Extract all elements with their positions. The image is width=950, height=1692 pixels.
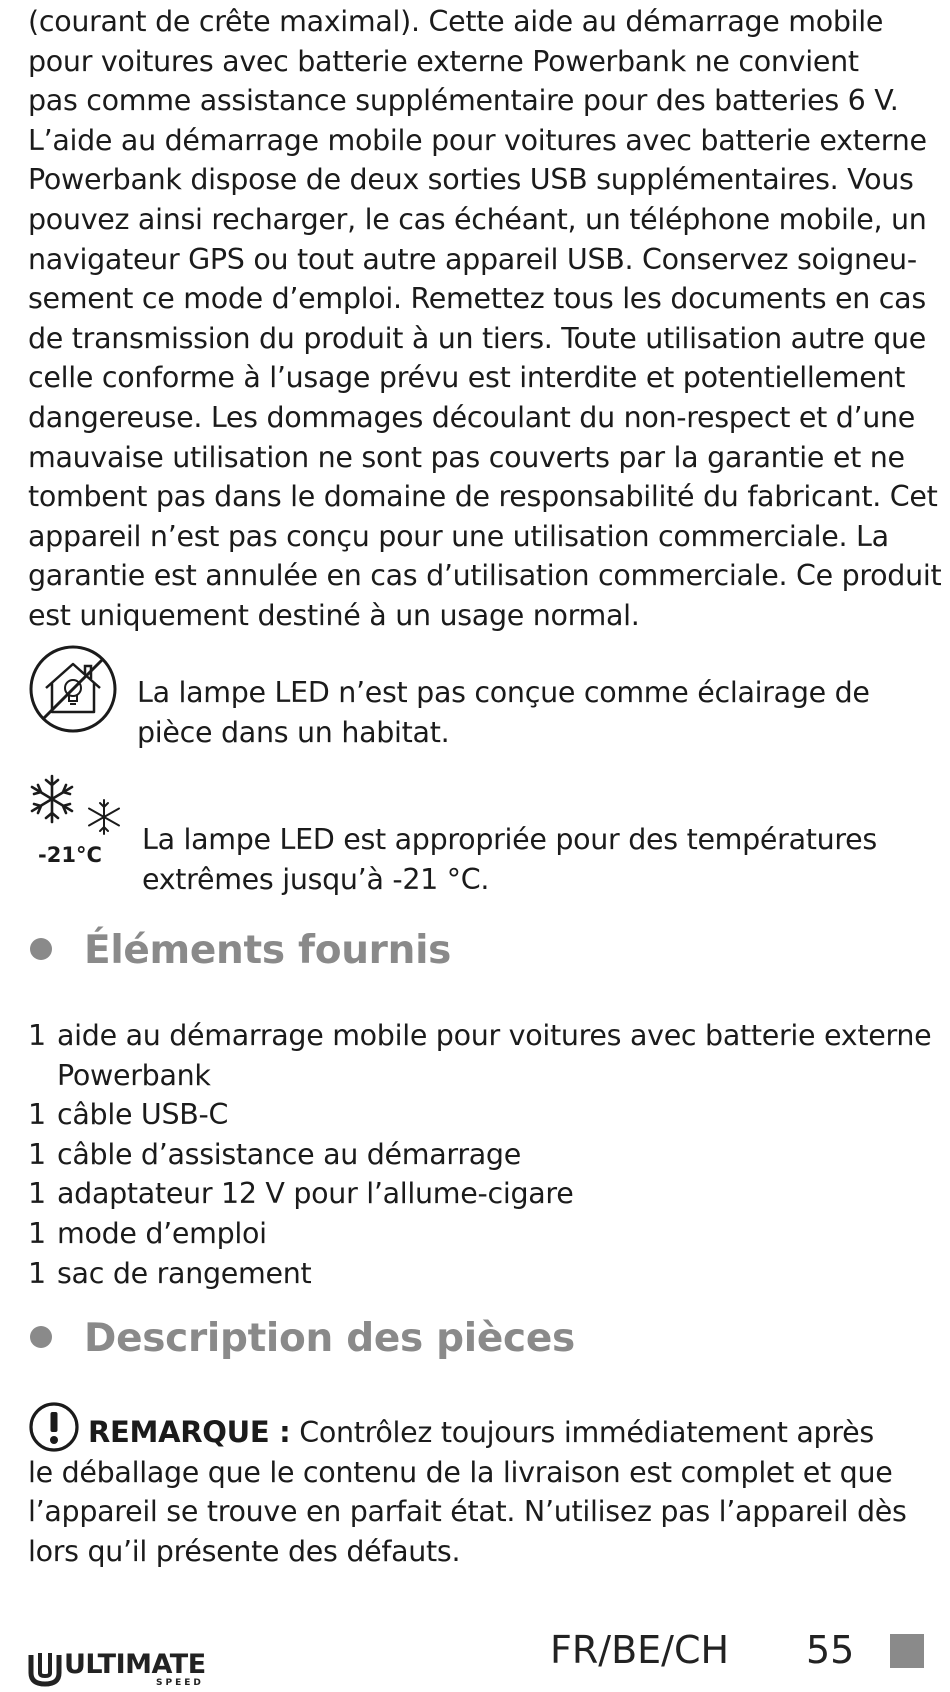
list-item <box>28 1214 931 1254</box>
intro-line: L’aide au démarrage mobile pour voitures avec batterie externe <box>28 123 927 157</box>
temperature-label: -21°C <box>38 843 102 867</box>
item-quantity: 1 <box>28 1177 46 1211</box>
brand-name: ULTIMATE <box>64 1649 206 1680</box>
list-item <box>28 1016 931 1095</box>
exclamation-icon <box>28 1402 82 1452</box>
section-heading-parts <box>30 1316 575 1361</box>
intro-line: Powerbank dispose de deux sorties USB supplémentaires. Vous <box>28 163 914 197</box>
ultimate-speed-logo-icon <box>28 1648 62 1688</box>
item-text: Powerbank <box>57 1058 211 1092</box>
notice-extreme-temperature <box>142 820 877 899</box>
no-house-lamp-icon <box>28 644 118 734</box>
notice-line: La lampe LED n’est pas conçue comme éclairage de <box>137 676 870 709</box>
intro-line: tombent pas dans le domaine de responsabilité du fabricant. Cet <box>28 480 938 514</box>
intro-line: pas comme assistance supplémentaire pour des batteries 6 V. <box>28 84 899 118</box>
remark-line: lors qu’il présente des défauts. <box>28 1534 461 1568</box>
remark-text: Contrôlez toujours immédiatement après <box>299 1416 874 1449</box>
list-item <box>28 1254 931 1294</box>
list-item <box>28 1135 931 1175</box>
notice-line: La lampe LED est appropriée pour des températures <box>142 823 877 856</box>
remark-line: le déballage que le contenu de la livraison est complet et que <box>28 1455 893 1489</box>
section-heading-text: Description des pièces <box>84 1316 575 1361</box>
notice-line: extrêmes jusqu’à -21 °C. <box>142 862 490 896</box>
item-text: sac de rangement <box>57 1256 312 1290</box>
page-number: 55 <box>806 1628 855 1672</box>
intro-line: appareil n’est pas conçu pour une utilisation commerciale. La <box>28 519 889 553</box>
intro-line: garantie est annulée en cas d’utilisation commerciale. Ce produit <box>28 559 942 593</box>
intro-paragraph <box>28 2 942 636</box>
intro-line: celle conforme à l’usage prévu est interdite et potentiellement <box>28 361 906 395</box>
item-text: câble USB-C <box>57 1098 229 1132</box>
intro-line: pour voitures avec batterie externe Powerbank ne convient <box>28 44 859 78</box>
intro-line: est uniquement destiné à un usage normal. <box>28 598 640 632</box>
remark-label: REMARQUE : <box>88 1415 291 1449</box>
supplied-items-list <box>28 1016 931 1293</box>
snowflake-icon <box>28 774 124 840</box>
intro-line: sement ce mode d’emploi. Remettez tous les documents en cas <box>28 282 926 316</box>
list-item <box>28 1174 931 1214</box>
item-text: mode d’emploi <box>57 1216 267 1250</box>
item-text: adaptateur 12 V pour l’allume-cigare <box>57 1177 574 1211</box>
item-quantity: 1 <box>28 1098 46 1132</box>
intro-line: de transmission du produit à un tiers. Toute utilisation autre que <box>28 321 927 355</box>
brand-subtitle: SPEED <box>156 1678 204 1688</box>
item-quantity: 1 <box>28 1256 46 1290</box>
section-heading-text: Éléments fournis <box>84 928 452 973</box>
item-text: câble d’assistance au démarrage <box>57 1137 521 1171</box>
remark-paragraph <box>28 1402 928 1571</box>
intro-line: navigateur GPS ou tout autre appareil USB. Conservez soigneu- <box>28 242 917 276</box>
intro-line: pouvez ainsi recharger, le cas échéant, un téléphone mobile, un <box>28 202 927 236</box>
notice-no-room-lighting <box>137 673 870 752</box>
item-text: aide au démarrage mobile pour voitures avec batterie externe <box>57 1019 932 1052</box>
bullet-icon <box>30 1326 52 1348</box>
intro-line: mauvaise utilisation ne sont pas couverts par la garantie et ne <box>28 440 905 474</box>
item-quantity: 1 <box>28 1216 46 1250</box>
intro-line: (courant de crête maximal). Cette aide au démarrage mobile <box>28 5 884 38</box>
section-heading-supplied <box>30 928 451 973</box>
item-quantity: 1 <box>28 1019 46 1052</box>
remark-first-line <box>28 1402 928 1453</box>
intro-line: dangereuse. Les dommages découlant du non-respect et d’une <box>28 400 916 434</box>
region-code: FR/BE/CH <box>550 1628 730 1672</box>
notice-line: pièce dans un habitat. <box>137 715 450 749</box>
list-item <box>28 1095 931 1135</box>
page-marker <box>890 1634 924 1668</box>
item-quantity: 1 <box>28 1137 46 1171</box>
bullet-icon <box>30 938 52 960</box>
remark-line: l’appareil se trouve en parfait état. N’utilisez pas l’appareil dès <box>28 1495 907 1529</box>
